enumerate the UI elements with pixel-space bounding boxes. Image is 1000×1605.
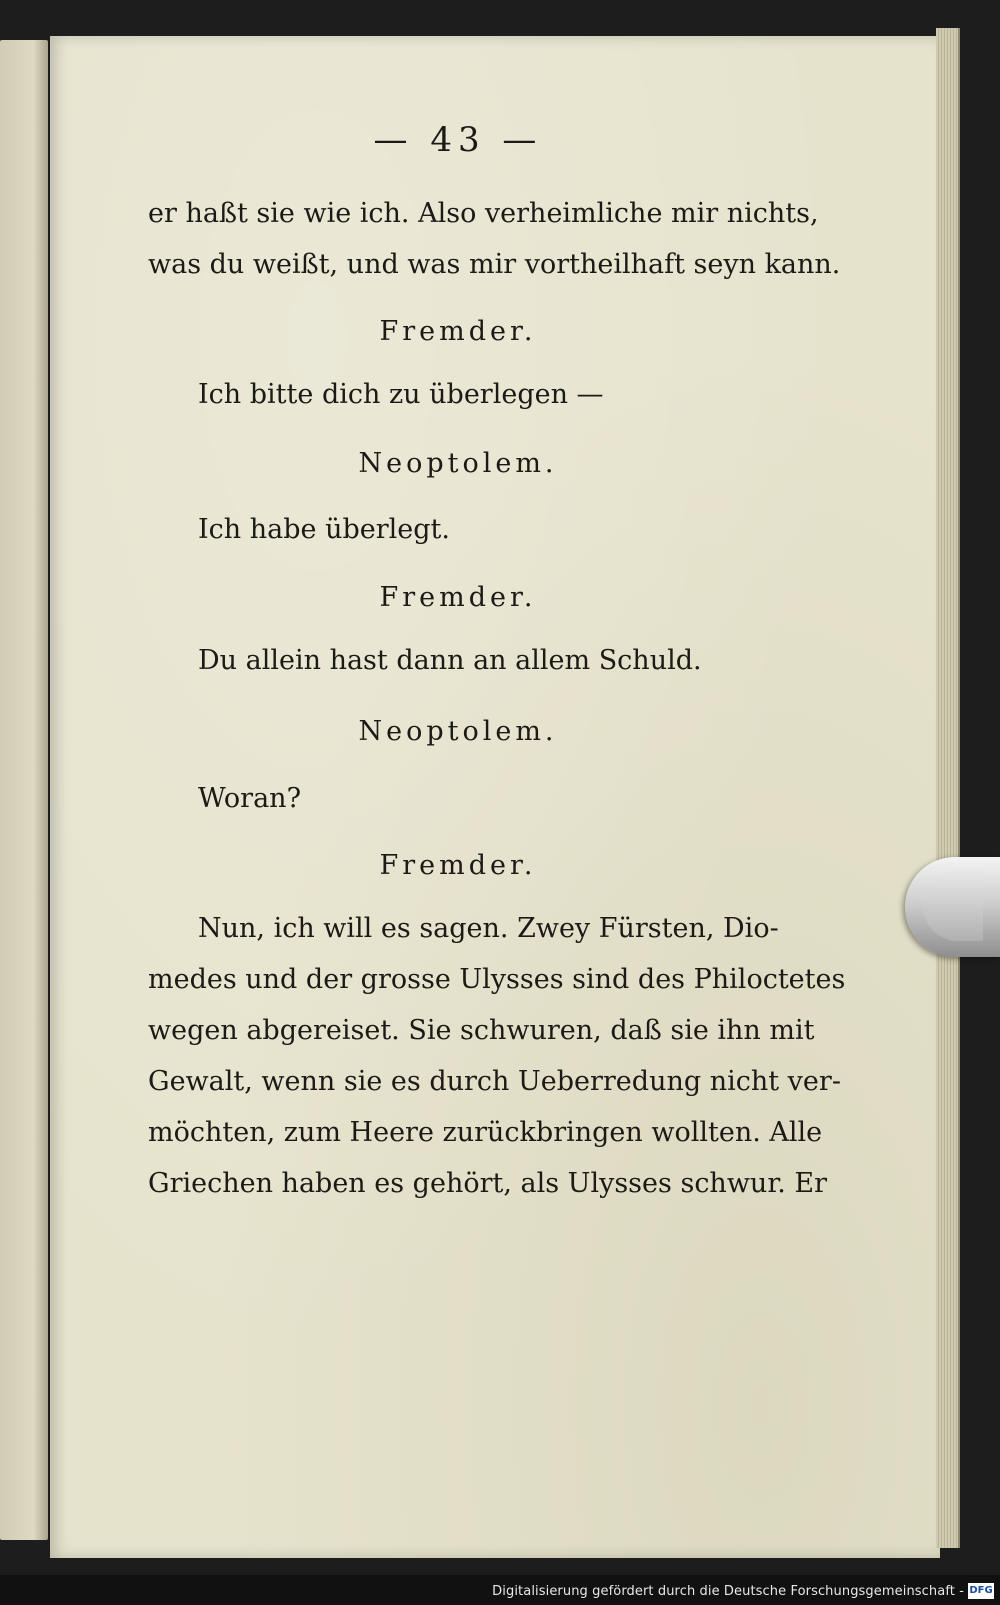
footer-bar [0, 1575, 1000, 1605]
page-clip-inner [923, 871, 983, 941]
left-page-edge [0, 40, 48, 1540]
speaker-name: Fremder. [379, 850, 537, 881]
dfg-logo: DFG [968, 1583, 994, 1599]
speaker-name: Neoptolem. [358, 716, 558, 747]
dialogue-line: Woran? [198, 783, 302, 814]
text-line: möchten, zum Heere zurückbringen wollten. Alle [148, 1117, 823, 1148]
funding-credit: Digitalisierung gefördert durch die Deutsche Forschungsgemeinschaft - [492, 1584, 964, 1599]
speaker-name: Neoptolem. [358, 448, 558, 479]
dialogue-line: Nun, ich will es sagen. Zwey Fürsten, Dio- [198, 913, 779, 944]
page-clip [905, 857, 1000, 957]
text-line: medes und der grosse Ulysses sind des Philoctetes [148, 964, 846, 995]
text-line: Griechen haben es gehört, als Ulysses schwur. Er [148, 1168, 828, 1199]
page-number: — 43 — [373, 120, 543, 160]
dialogue-line: Ich habe überlegt. [198, 514, 450, 545]
dialogue-line: Ich bitte dich zu überlegen — [198, 379, 604, 410]
page-stack-edge [936, 28, 960, 1548]
text-line: was du weißt, und was mir vortheilhaft seyn kann. [148, 249, 841, 280]
speaker-name: Fremder. [379, 316, 537, 347]
text-line: wegen abgereiset. Sie schwuren, daß sie ihn mit [148, 1015, 815, 1046]
text-line: Gewalt, wenn sie es durch Ueberredung nicht ver- [148, 1066, 841, 1097]
text-line: er haßt sie wie ich. Also verheimliche mir nichts, [148, 198, 819, 229]
dialogue-line: Du allein hast dann an allem Schuld. [198, 645, 702, 676]
speaker-name: Fremder. [379, 582, 537, 613]
